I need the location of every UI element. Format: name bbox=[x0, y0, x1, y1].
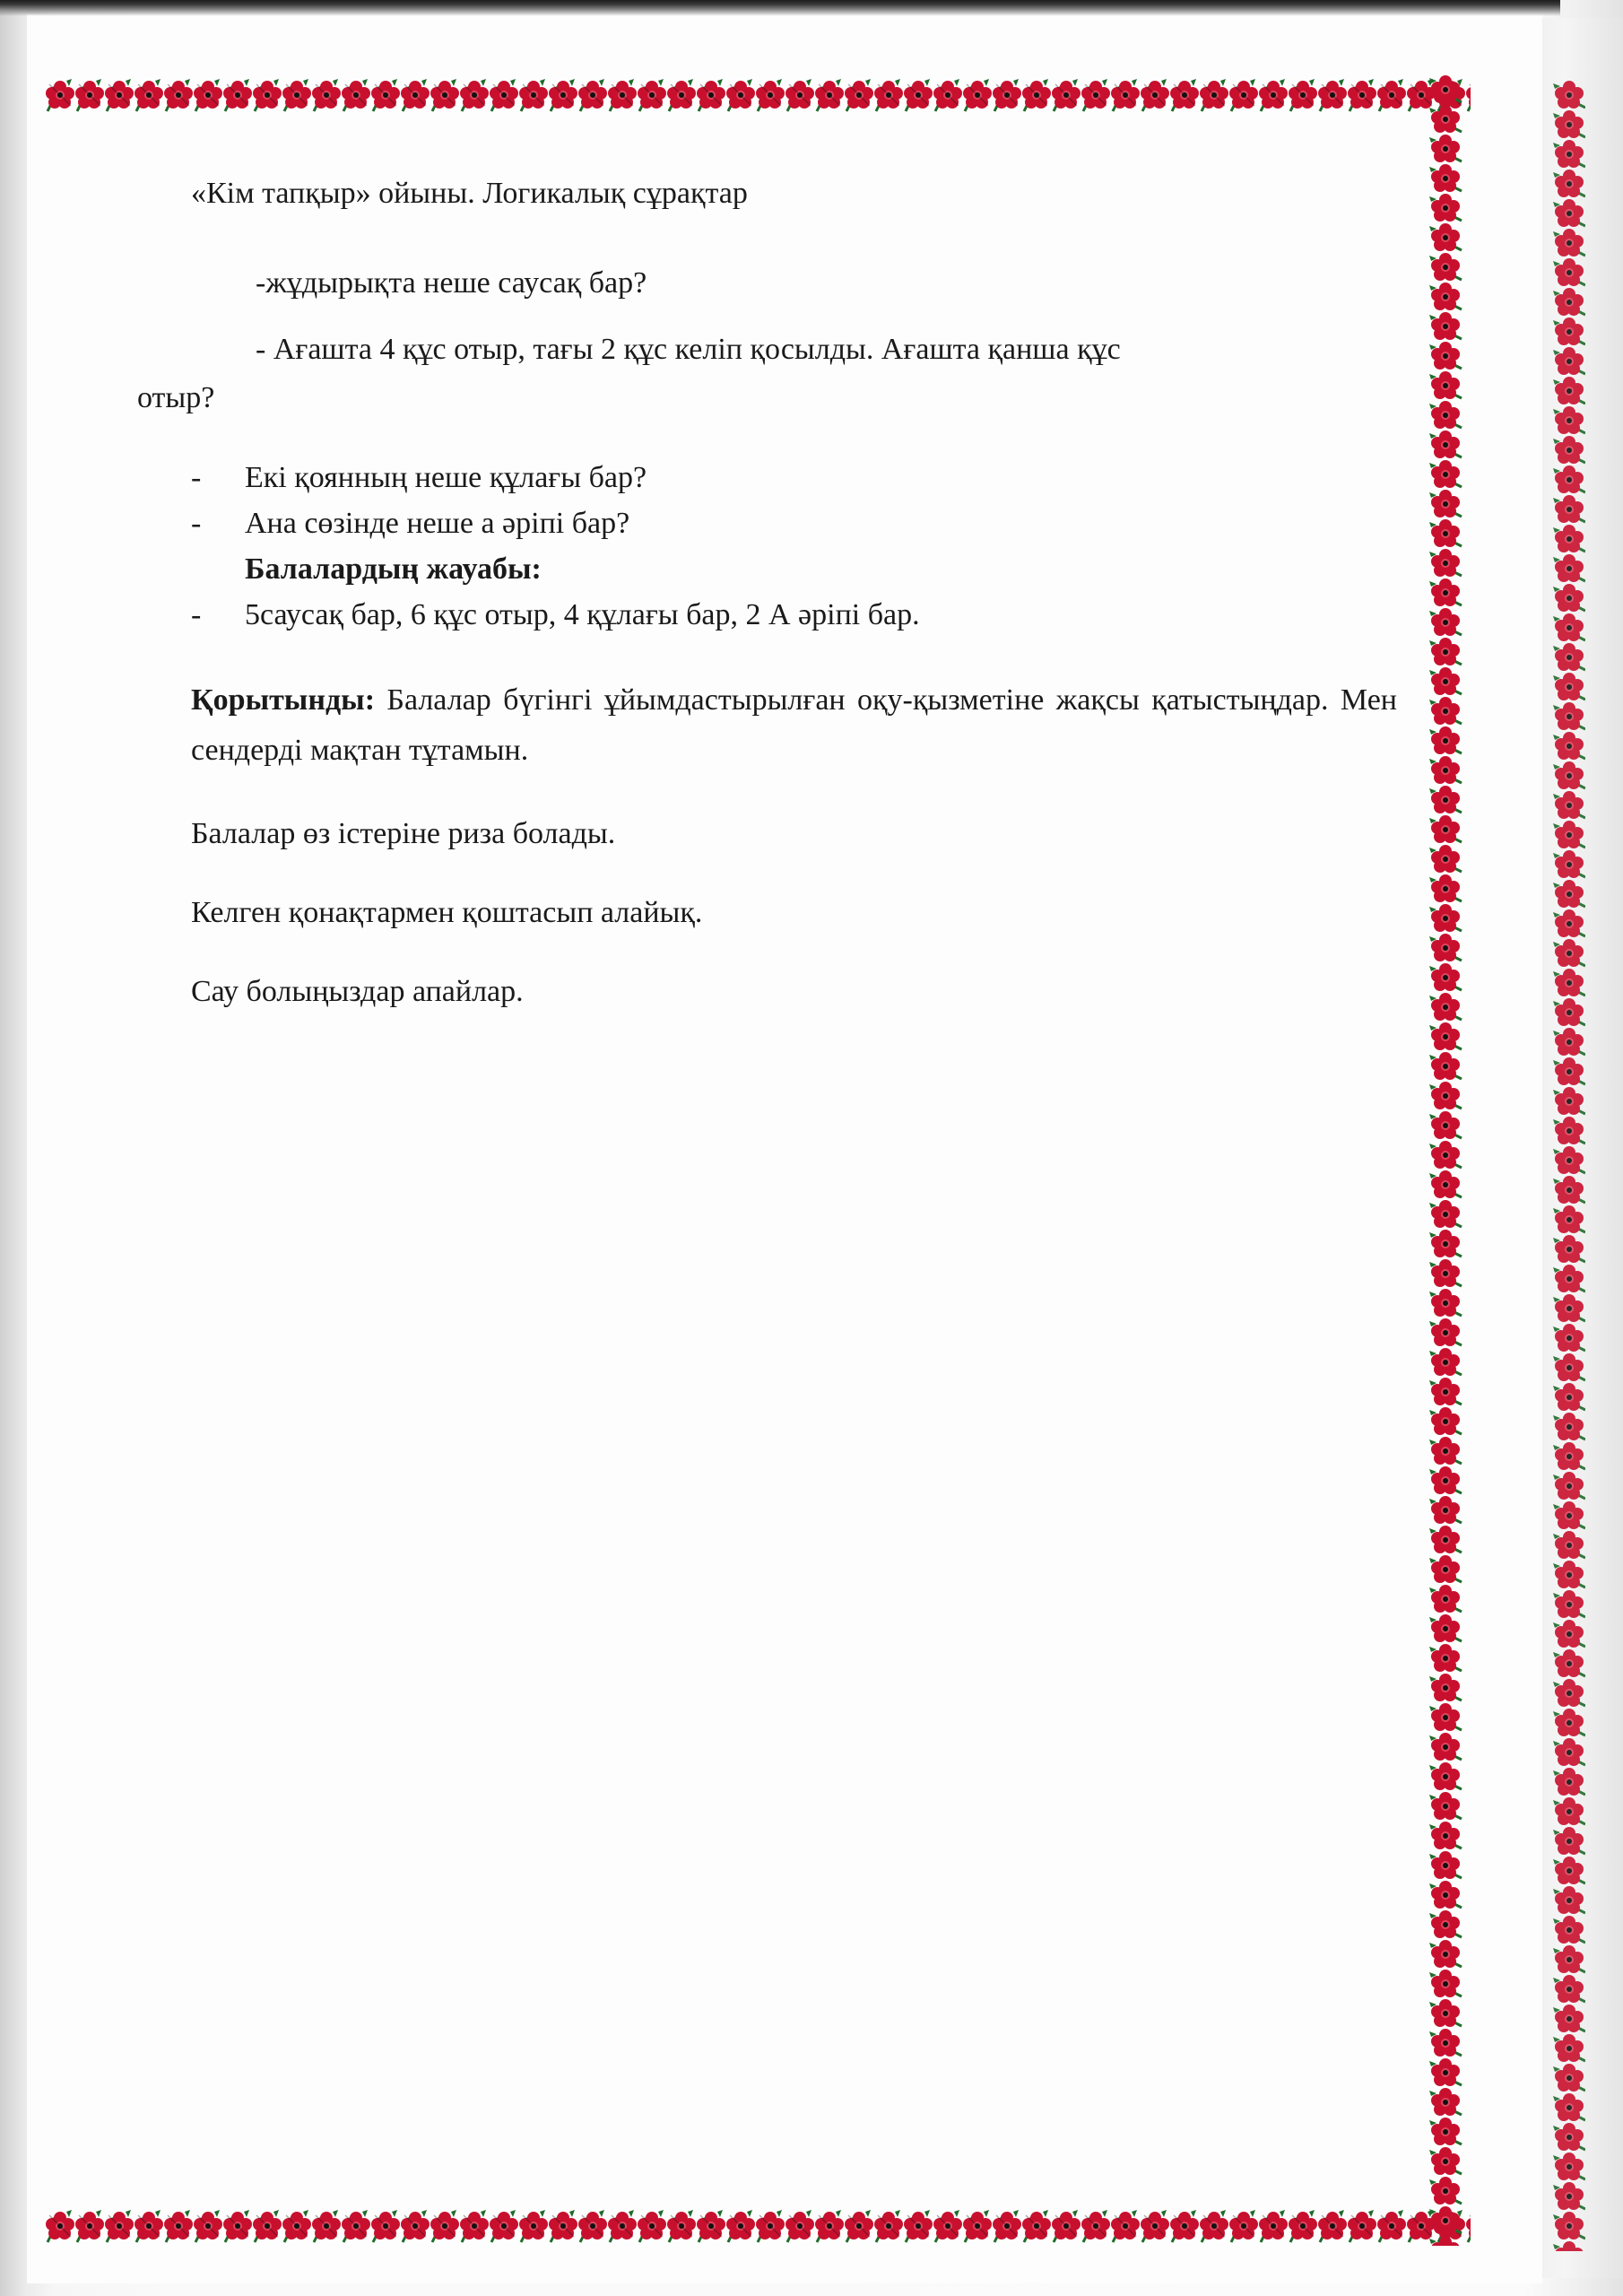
conclusion-label: Қорытынды: bbox=[191, 683, 376, 717]
answers-text: 5саусақ бар, 6 құс отыр, 4 құлағы бар, 2 А әріпі бар. bbox=[245, 598, 920, 631]
flower-icon-border-back-page bbox=[1549, 81, 1585, 2251]
question-1: -жұдырықта неше саусақ бар? bbox=[256, 266, 647, 300]
game-title-line: «Кім тапқыр» ойыны. Логикалық сұрақтар bbox=[191, 177, 748, 210]
conclusion-paragraph bbox=[191, 675, 1397, 776]
flower-icon-border-top bbox=[45, 75, 1471, 115]
list-dash: - bbox=[191, 507, 202, 540]
closing-line-2: Келген қонақтармен қоштасып алайық. bbox=[191, 896, 703, 929]
list-dash: - bbox=[191, 598, 202, 631]
flower-icon-border-right bbox=[1426, 75, 1465, 2246]
question-3: Екі қоянның неше құлағы бар? bbox=[245, 461, 647, 494]
answers-heading: Балалардың жауабы: bbox=[245, 552, 542, 586]
flower-icon-border-bottom bbox=[45, 2206, 1471, 2246]
question-2-part-1: - Ағашта 4 құс отыр, тағы 2 құс келіп қосылды. Ағашта қанша құс bbox=[256, 333, 1121, 366]
question-4: Ана сөзінде неше а әріпі бар? bbox=[245, 507, 630, 540]
closing-line-1: Балалар өз істеріне риза болады. bbox=[191, 817, 616, 850]
conclusion-text: Балалар бүгінгі ұйымдастырылған оқу-қызметіне жақсы қатыстыңдар. Мен сендерді мақтан тұтамын. bbox=[191, 683, 1397, 767]
closing-line-3: Сау болыңыздар апайлар. bbox=[191, 975, 524, 1008]
question-2-part-2: отыр? bbox=[137, 381, 215, 414]
scan-edge-shadow bbox=[0, 0, 1560, 16]
list-dash: - bbox=[191, 461, 202, 494]
